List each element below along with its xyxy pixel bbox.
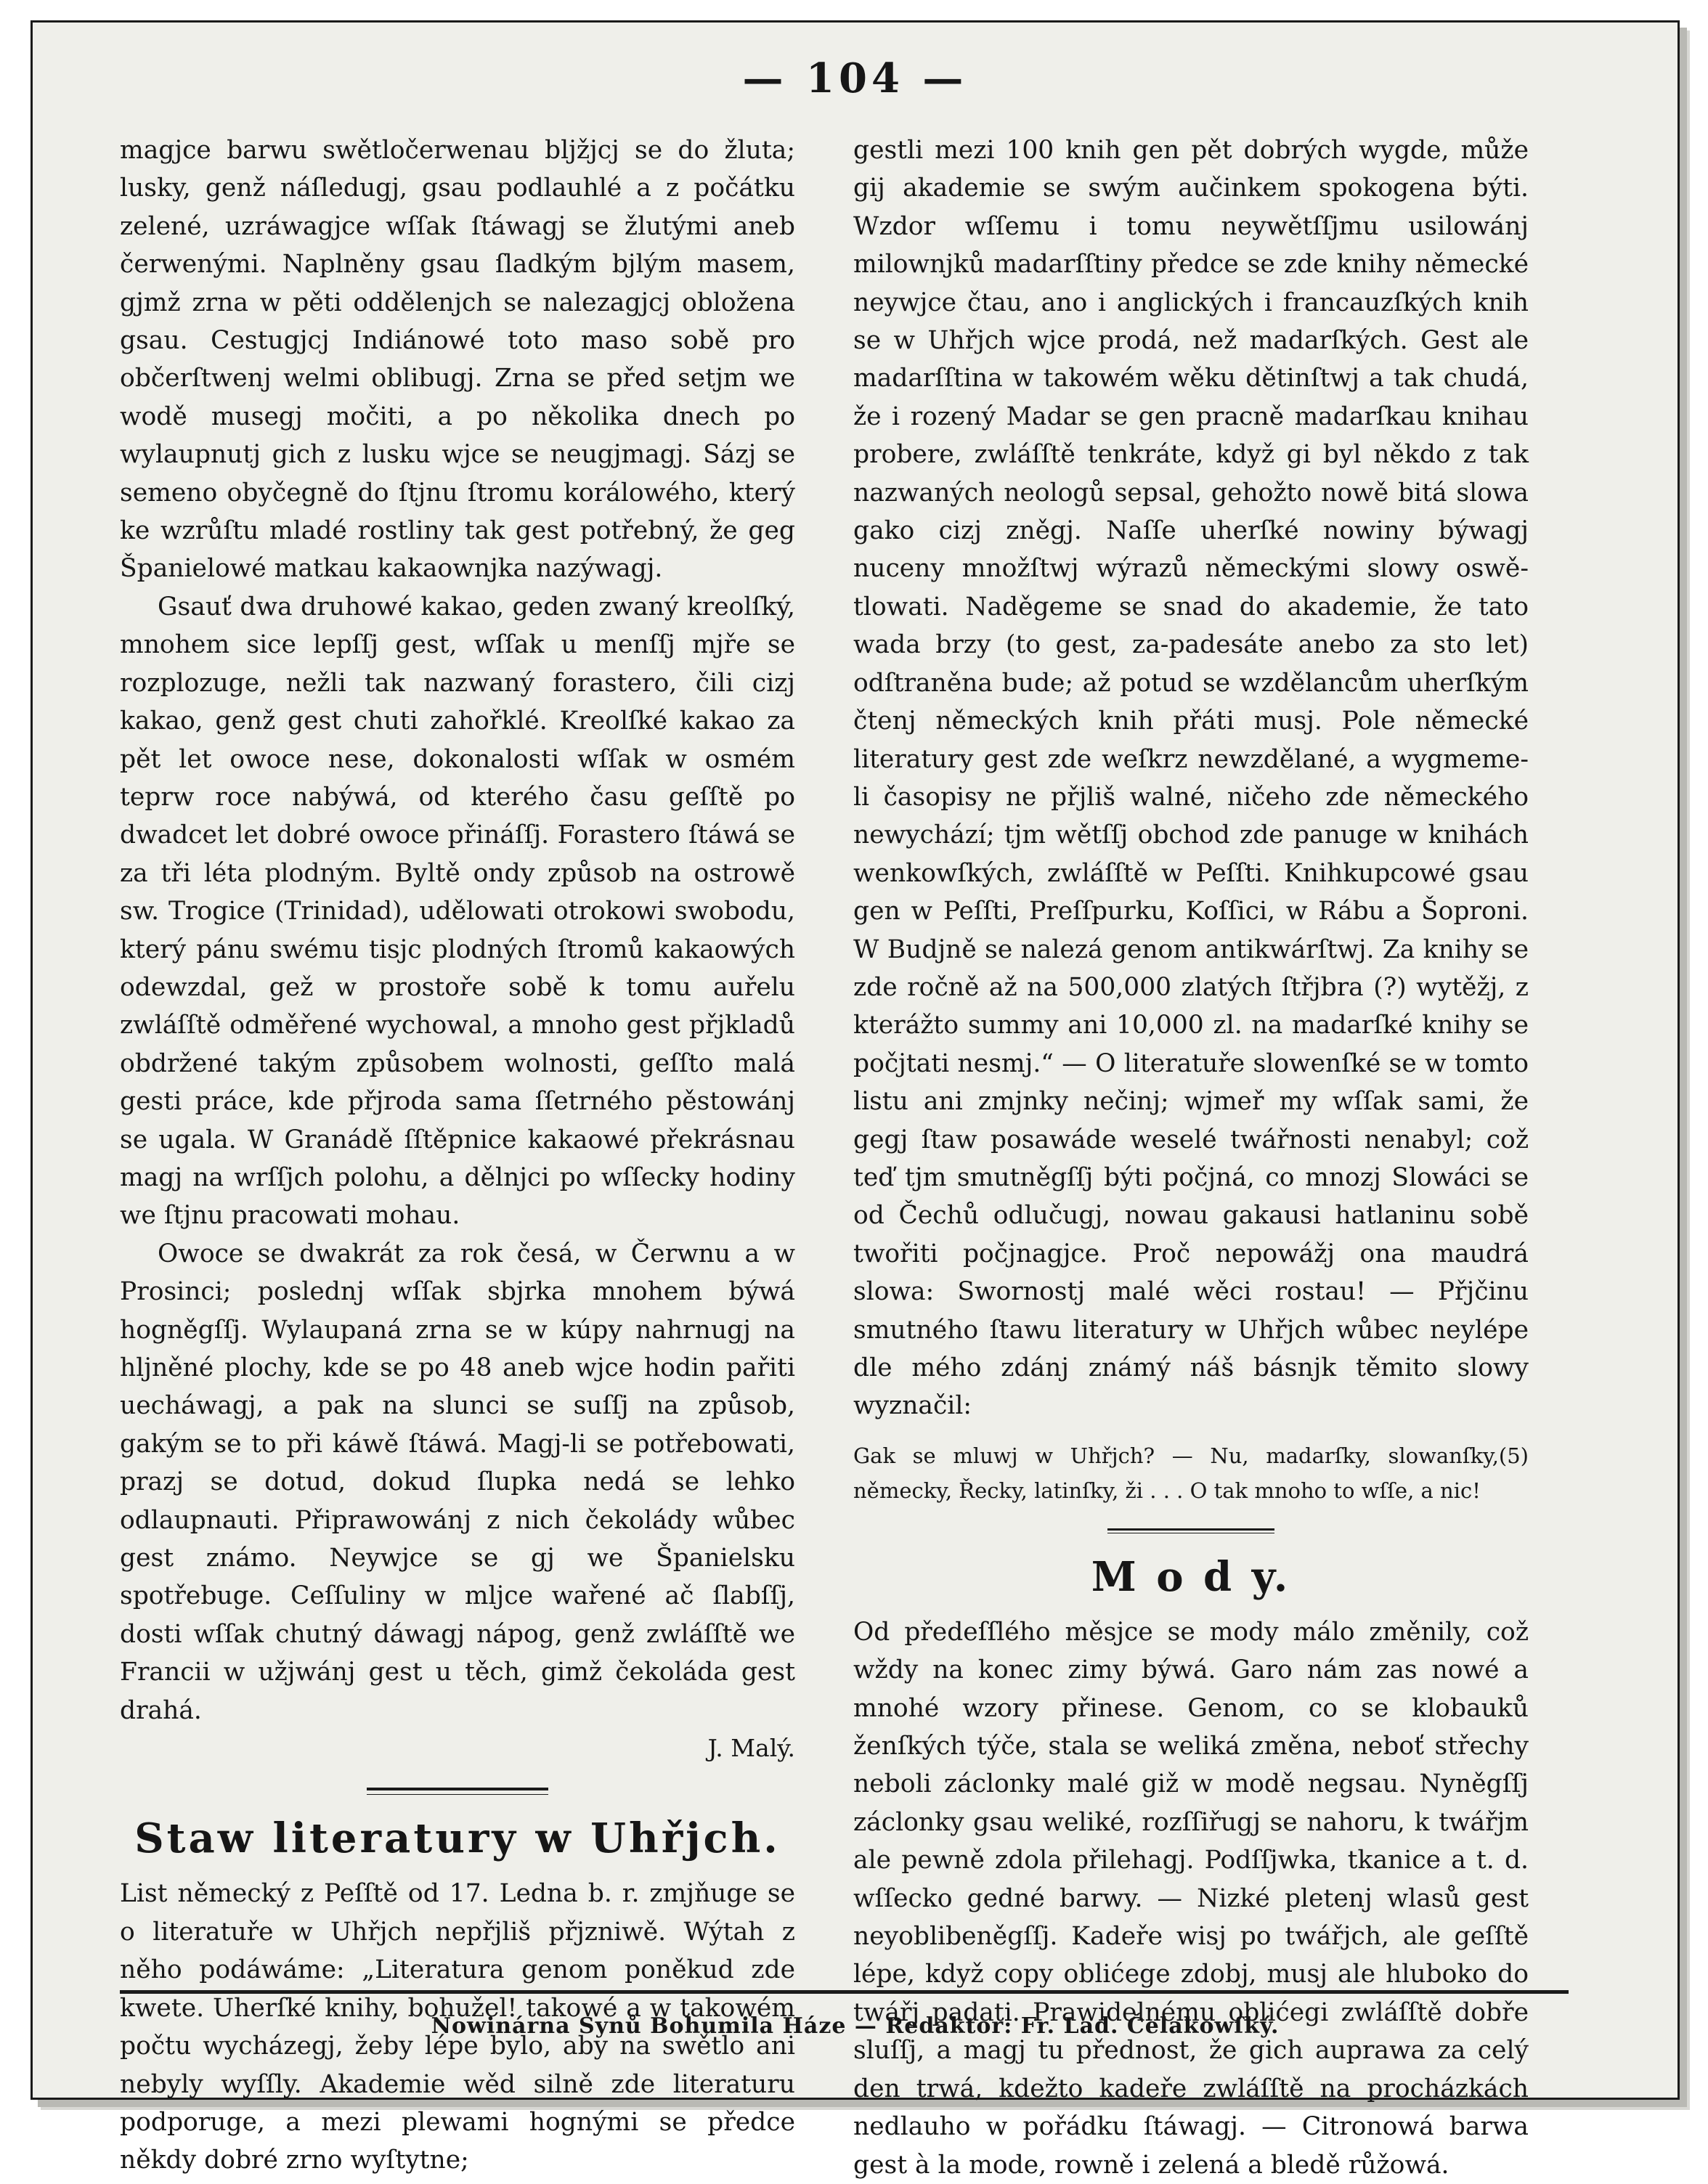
cocoa-article-paragraph-3: Owoce se dwakrát za rok česá, w Čerwnu a w Prosinci; poslednj wſſak sbjrka mnohem býwá hogněgſſj. Wylaupaná zrna se w kúpy nahrnugj na hljněné plochy, kde se po 48 aneb wjce hodin pařiti uecháwagj, a pak na slunci se suſſj na způsob, gakým se to při káwě ſtáwá. Magj-li se potřebowati, prazj se dotud, dokud ſlupka nedá se lehko odlaupnauti. Připrawowánj z nich čekolády wůbec gest známo. Neywjce se gj we Španielsku spotřebuge. Ceſſuliny w mljce wařené ač ſlabſſj, dosti wſſak chutný dáwagj nápog, genž zwláſſtě we Francii w užjwánj gest u těch, gimž čekoláda gest drahá.	[120, 1239, 795, 1725]
page-number: — 104 —	[742, 54, 968, 102]
literature-article-paragraph-2: gestli mezi 100 knih gen pět dobrých wygde, může gij akademie se swým aučinkem spokogena býti. Wzdor wſſemu i tomu neywětſſjmu usilowánj milownjků madarſſtiny předce se zde knihy německé neywjce čtau, ano i anglických i francauzſkých knih se w Uhřjch wjce prodá, než madarſkých. Gest ale madarſſtina w takowém wěku dětinſtwj a tak chudá, že i rozený Madar se gen pracně madarſkau knihau probere, zwláſſtě tenkráte, když gi byl někdo z tak nazwaných neologů sepsal, gehožto nowě bitá slowa gako cizj zněgj. Naſſe uherſké nowiny býwagj nuceny množſtwj wýrazů německými slowy oswětlowati. Naděgeme se snad do akademie, že tato wada brzy (to gest, za-padesáte anebo za sto let) odſtraněna bude; až potud se wzdělancům uherſkým čtenj německých knih přáti musj. Pole německé literatury gest zde weſkrz newzdělané, a wygmeme-li časopisy ne přjliš walné, ničeho zde německého newychází; tjm wětſſj obchod zde panuge w knihách wenkowſkých, zwláſſtě w Peſſti. Knihkupcowé gsau gen w Peſſti, Preſſpurku, Koſſici, w Rábu a Šoproni. W Budjně se nalezá genom antikwárſtwj. Za knihy se zde ročně až na 500,000 zlatých ſtřjbra (?) wytěžj, z kterážto summy ani 10,000 zl. na madarſké knihy se počjtati nesmj.“ — O literatuře slowenſké se w tomto listu ani zmjnky nečinj; wjmeř my wſſak sami, že gegj ſtaw posawáde weselé twářnosti nenabyl; což teď tjm smutněgſſj býti počjná, co mnozj Slowáci se od Čechů odlučugj, nowau gakausi hatlaninu sobě twořiti počjnagjce. Proč nepowážj ona maudrá slowa: Swornostj malé wěci rostau! — Přjčinu smutného ſtawu literatury w Uhřjch wůbec neylépe dle mého zdánj známý náš básnjk těmito slowy wyznačil:	[853, 136, 1529, 1421]
poem-text: Gak se mluwj w Uhřjch? — Nu, madarſky, slowanſky, německy, Řecky, latinſky, ži . . . O tak mnoho to wſſe, a nic!	[853, 1443, 1499, 1503]
section-divider-fashion	[1107, 1528, 1274, 1533]
poem-number: (5)	[1498, 1443, 1529, 1468]
left-column	[120, 131, 795, 2180]
newspaper-page	[30, 20, 1680, 2180]
imprint-line: Nowinárna Synů Bohumila Háze — Redaktor: Fr. Lad. Čelakowſký.	[431, 2013, 1280, 2039]
literature-article-paragraph-1: List německý z Peſſtě od 17. Ledna b. r. zmjňuge se o literatuře w Uhřjch nepřjliš přjzniwě. Wýtah z něho podáwáme: „Literatura genom poněkud zde kwete. Uherſké knihy, bohužel! takowé a w takowém počtu wycházegj, žeby lépe bylo, aby na swětlo ani nebyly wyſſly. Akademie wěd silně zde literaturu podporuge, a mezi plewami hognými se předce někdy dobré zrno wyſtytne;	[120, 1879, 795, 2175]
footer-rule	[120, 1990, 1569, 1994]
fashion-article-paragraph: Od předeſſlého měsjce se mody málo změnily, což wždy na konec zimy býwá. Garo nám zas nowé a mnohé wzory přinese. Genom, co se klobauků ženſkých týče, stala se weliká změna, neboť střechy neboli záclonky malé giž w modě negsau. Nyněgſſj záclonky gsau weliké, rozſſiřugj se nahoru, k twářjm ale pewně zdola přilehagj. Podſſjwka, tkanice a t. d. wſſecko gedné barwy. — Nizké pletenj wlasů gest neyoblibeněgſſj. Kadeře wisj po twářjch, ale geſſtě lépe, když copy oblićege zdobj, musj ale hluboko do twářj padati. Prawidelnému oblićegi zwláſſtě dobře sluſſj, a magj tu přednost, že gich auprawa za celý den trwá, kdežto kadeře zwláſſtě na procházkách nedlauho w pořádku ſtáwagj. — Citronowá barwa gest à la mode, rowně i zelená a bledě růžowá.	[853, 1617, 1529, 2180]
section-divider	[367, 1788, 548, 1795]
cocoa-article-paragraph-1: magjce barwu swětločerwenau bljžjcj se do žluta; lusky, genž náſledugj, gsau podlauhlé a z počátku zelené, uzráwagjce wſſak ſtáwagj se žlutými aneb čerwenými. Naplněny gsau ſladkým bjlým masem, gjmž zrna w pěti oddělenjch se nalezagjcj obložena gsau. Cestugjcj Indiánowé toto maso sobě pro občerſtwenj welmi oblibugj. Zrna se před setjm we wodě musegj močiti, a po několika dnech po wylaupnutj gich z lusku wjce se neugjmagj. Sázj se semeno obyčegně do ſtjnu ſtromu korálowého, který ke wzrůſtu mladé rostliny tak gest potřebný, že geg Španielowé matkau kakaownjka nazýwagj.	[120, 136, 795, 584]
right-column	[853, 131, 1529, 2184]
poem-quote	[853, 1438, 1529, 1508]
cocoa-article-paragraph-2: Gsauť dwa druhowé kakao, geden zwaný kreolſký, mnohem sice lepſſj gest, wſſak u menſſj mjře se rozplozuge, nežli tak nazwaný forastero, čili cizj kakao, genž gest chuti zahořklé. Kreolſké kakao za pět let owoce nese, dokonalosti wſſak w osmém teprw roce nabýwá, od kterého času geſſtě po dwadcet let dobré owoce přináſſj. Forastero ſtáwá se za tři léta plodným. Byltě ondy způsob na ostrowě sw. Trogice (Trinidad), udělowati otrokowi swobodu, který pánu swému tisjc plodných ſtromů kakaowých odewzdal, gež w prostoře sobě k tomu auřelu zwláſſtě odměřené wychowal, a mnoho gest přjkladů obdržené takým způsobem wolnosti, geſſto malá gesti práce, kde přjroda sama ſſetrného pěstowánj se ugala. W Granádě ſſtěpnice kakaowé překrásnau magj na wrſſjch polohu, a dělnjci po wſſecky hodiny we ſtjnu pracowati mohau.	[120, 592, 795, 1231]
article-signature: J. Malý.	[707, 1734, 795, 1763]
section-title-fashion: M o d y.	[1091, 1552, 1291, 1601]
section-title-literature: Staw literatury w Uhřjch.	[134, 1814, 781, 1863]
